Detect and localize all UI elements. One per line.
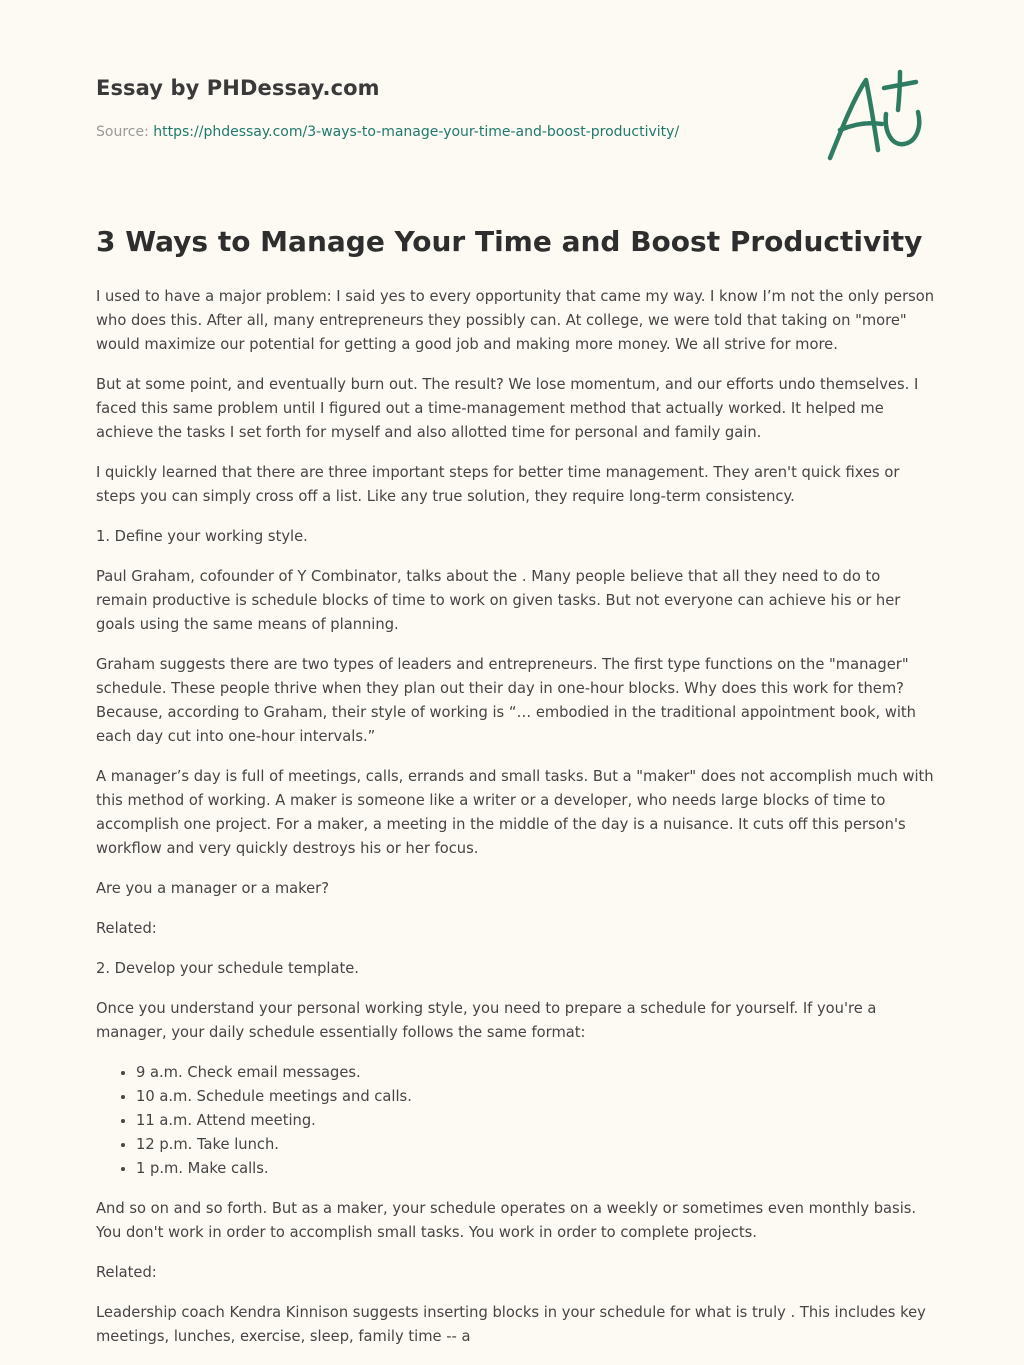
paragraph: Once you understand your personal working style, you need to prepare a schedule for yourself. If you're a manager, your daily schedule essentially follows the same format: (96, 1000, 877, 1041)
paragraph: I used to have a major problem: I said yes to every opportunity that came my way. I know I’m not the only person who does this. After all, many entrepreneurs they possibly can. At college, we were told that taking on "more" would maximize our potential for getting a good job and making more money. We all strive for more. (96, 288, 935, 353)
paragraph: Paul Graham, cofounder of Y Combinator, talks about the . Many people believe that all they need to do to remain productive is schedule blocks of time to work on given tasks. But not everyone can achieve his or her goals using the same means of planning. (96, 568, 901, 633)
site-title: Essay by PHDessay.com (96, 76, 380, 100)
paragraph: A manager’s day is full of meetings, calls, errands and small tasks. But a "maker" does not accomplish much with this method of working. A maker is someone like a writer or a developer, who needs large blocks of time to accomplish one project. For a maker, a meeting in the middle of the day is a nuisance. It cuts off this person's workflow and very quickly destroys his or her focus. (96, 768, 934, 857)
list-item: • 1 p.m. Make calls. (136, 1157, 936, 1181)
schedule-list (96, 1061, 936, 1181)
section-heading: 2. Develop your schedule template. (96, 960, 359, 977)
list-item: • 11 a.m. Attend meeting. (136, 1109, 936, 1133)
paragraph: Are you a manager or a maker? (96, 880, 329, 897)
related-label: Related: (96, 1264, 157, 1281)
related-label: Related: (96, 920, 157, 937)
page-header (96, 76, 916, 140)
a-plus-logo-icon (820, 66, 930, 166)
source-label: Source: (96, 124, 154, 140)
paragraph: But at some point, and eventually burn out. The result? We lose momentum, and our efforts undo themselves. I faced this same problem until I figured out a time-management method that actually worked. It helped me achieve the tasks I set forth for myself and also allotted time for personal and family gain. (96, 376, 919, 441)
article-title: 3 Ways to Manage Your Time and Boost Productivity (96, 225, 923, 258)
section-heading: 1. Define your working style. (96, 528, 308, 545)
source-line (96, 124, 679, 140)
list-item: • 9 a.m. Check email messages. (136, 1061, 936, 1085)
paragraph: I quickly learned that there are three important steps for better time management. They aren't quick fixes or steps you can simply cross off a list. Like any true solution, they require long-term consistency. (96, 464, 900, 505)
paragraph: And so on and so forth. But as a maker, your schedule operates on a weekly or sometimes even monthly basis. You don't work in order to accomplish small tasks. You work in order to complete projects. (96, 1200, 917, 1241)
list-item: • 12 p.m. Take lunch. (136, 1133, 936, 1157)
article-body (96, 285, 936, 1365)
paragraph: Graham suggests there are two types of leaders and entrepreneurs. The first type functions on the "manager" schedule. These people thrive when they plan out their day in one-hour blocks. Why does this work for them? Because, according to Graham, their style of working is “… embodied in the traditional appointment book, with each day cut into one-hour intervals.” (96, 656, 916, 745)
list-item: • 10 a.m. Schedule meetings and calls. (136, 1085, 936, 1109)
source-link[interactable]: https://phdessay.com/3-ways-to-manage-your-time-and-boost-productivity/ (153, 124, 680, 140)
paragraph: Leadership coach Kendra Kinnison suggests inserting blocks in your schedule for what is truly . This includes key meetings, lunches, exercise, sleep, family time -- a (96, 1304, 926, 1345)
